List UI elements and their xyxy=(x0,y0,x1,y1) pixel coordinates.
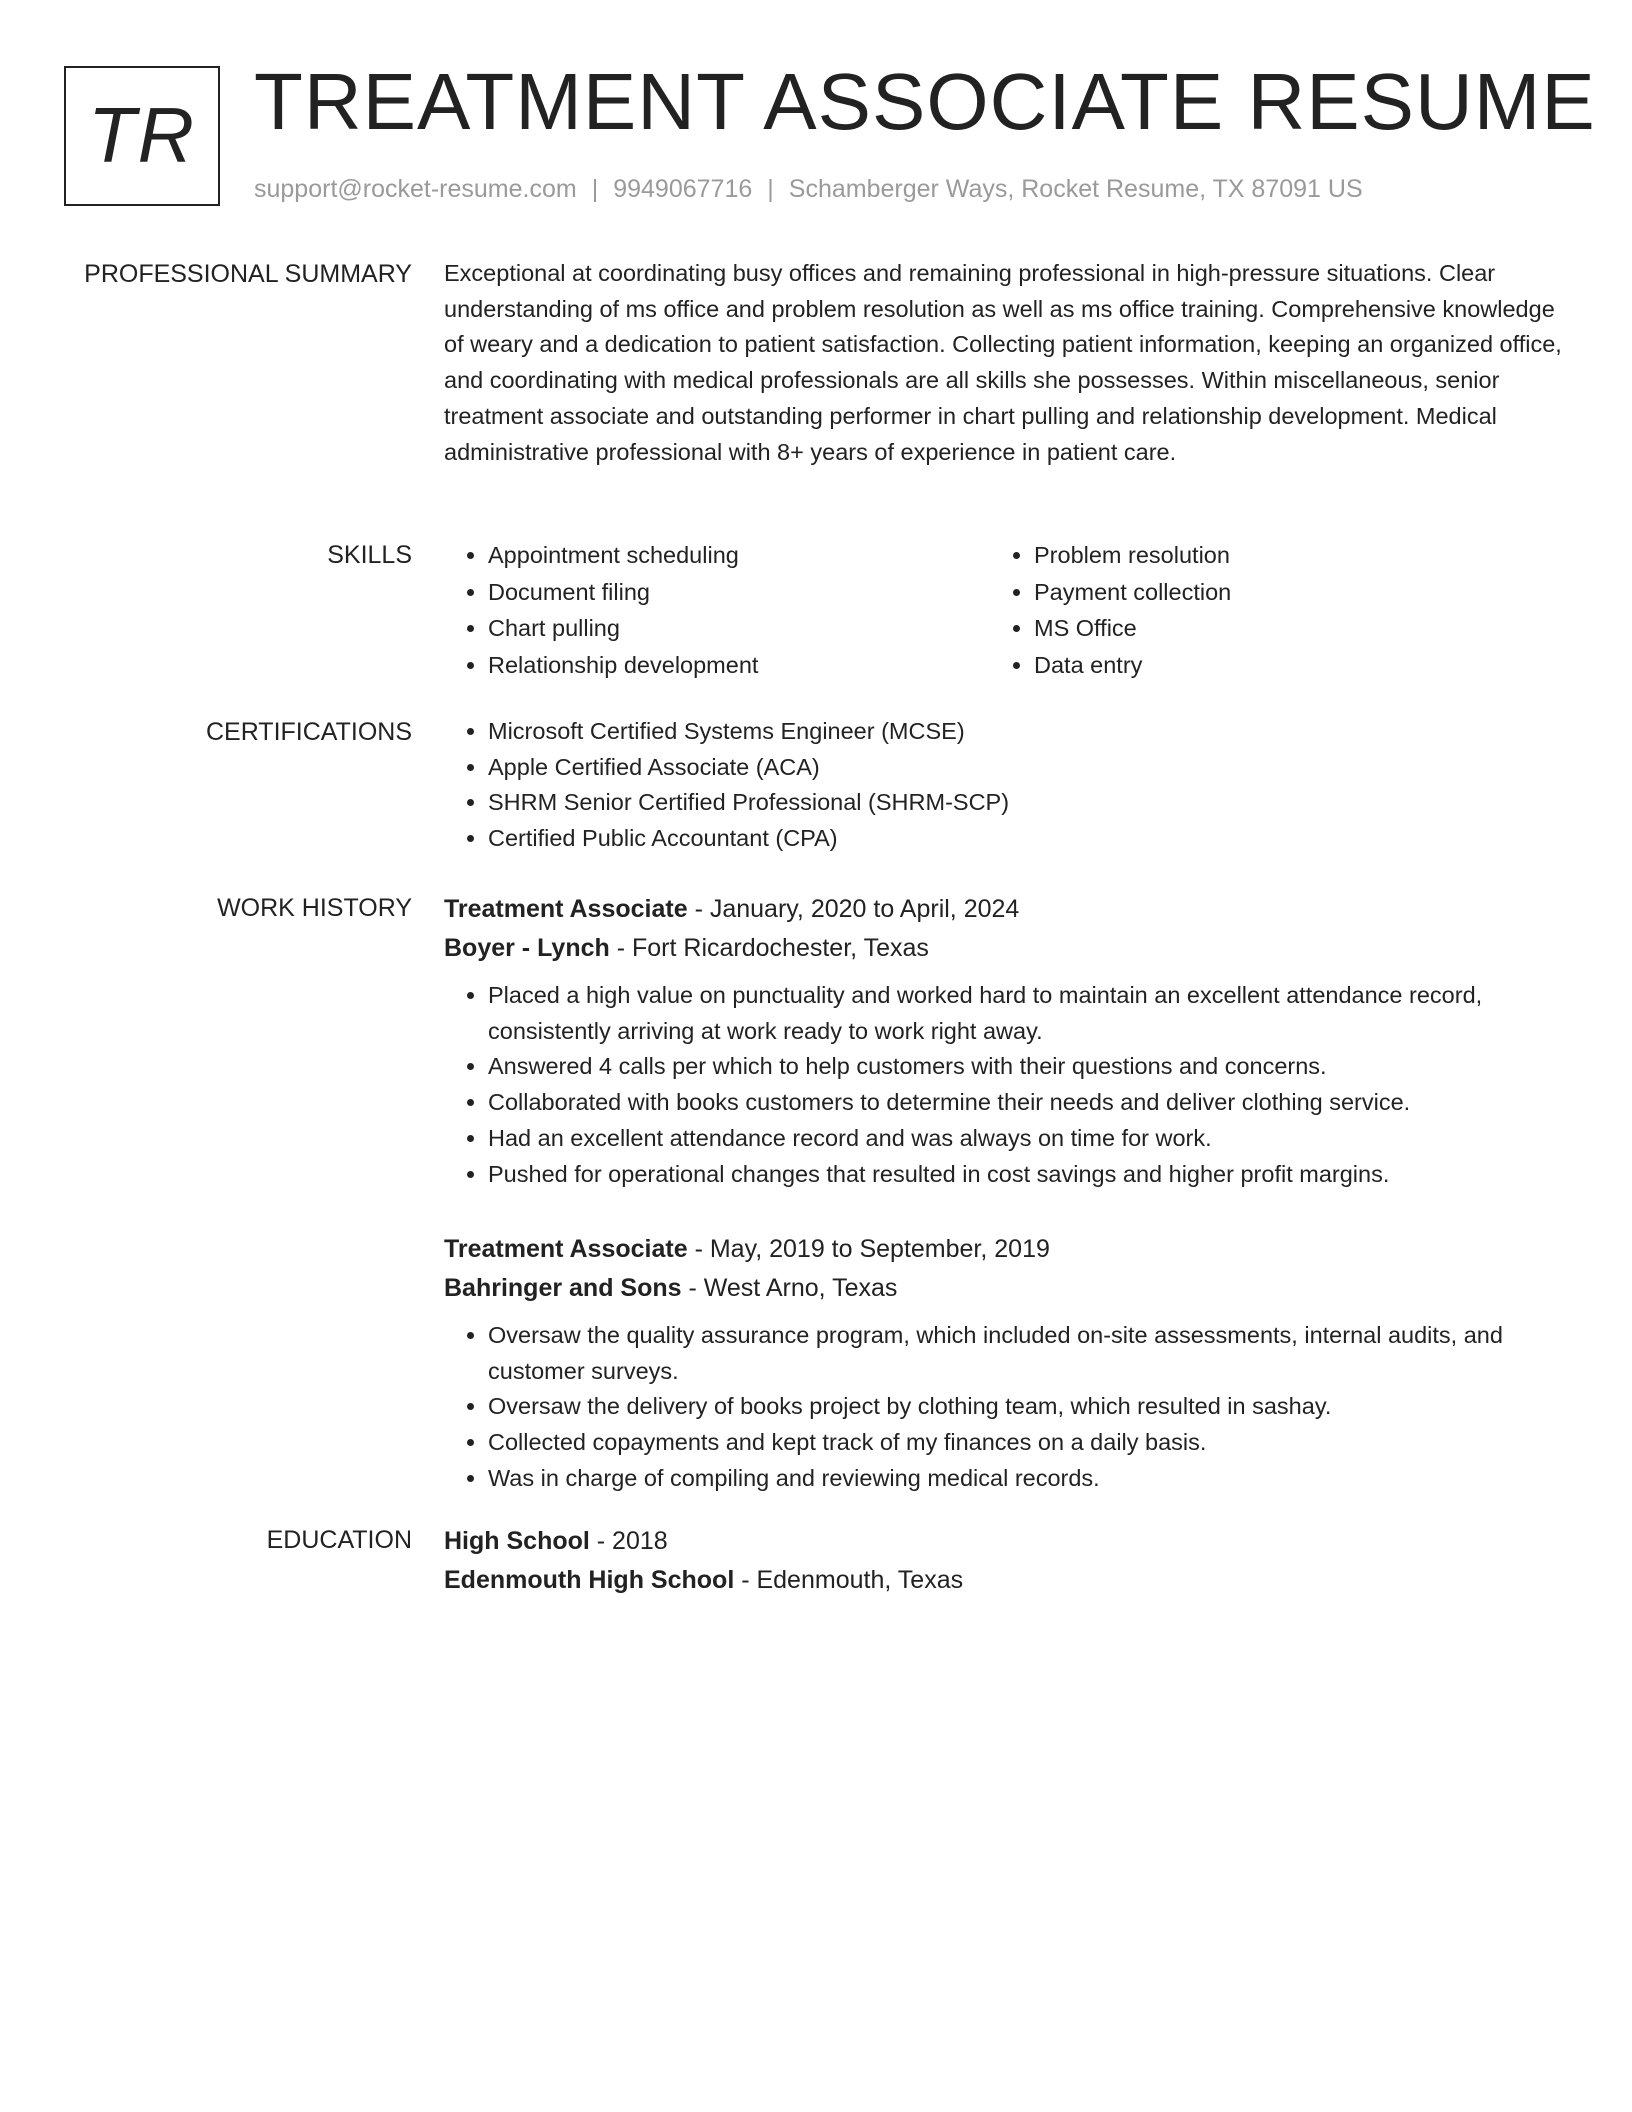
skill-item: • Relationship development xyxy=(488,647,984,684)
section-label-skills: SKILLS xyxy=(327,541,412,569)
certification-item: • Certified Public Accountant (CPA) xyxy=(488,821,1564,857)
job-bullet: • Pushed for operational changes that resulted in cost savings and higher profit margins. xyxy=(488,1157,1564,1193)
job-title-line xyxy=(444,1230,1564,1269)
work-history-body-cont xyxy=(444,1230,1564,1497)
skill-item: • Appointment scheduling xyxy=(488,537,984,574)
education-year: - 2018 xyxy=(589,1527,668,1555)
skills-column-left xyxy=(444,537,984,683)
skill-item: • Problem resolution xyxy=(1034,537,1530,574)
job-title: Treatment Associate xyxy=(444,895,688,923)
job-bullet: • Collected copayments and kept track of my finances on a daily basis. xyxy=(488,1425,1564,1461)
certification-item: • Apple Certified Associate (ACA) xyxy=(488,750,1564,786)
work-history-body xyxy=(444,890,1564,1192)
skills-column-right xyxy=(990,537,1530,683)
job-entry xyxy=(444,890,1564,1192)
job-bullet: • Had an excellent attendance record and was always on time for work. xyxy=(488,1121,1564,1157)
job-bullet: • Answered 4 calls per which to help customers with their questions and concerns. xyxy=(488,1049,1564,1085)
contact-address: Schamberger Ways, Rocket Resume, TX 87091 US xyxy=(788,175,1363,203)
skills-body xyxy=(444,537,1564,687)
certifications-body xyxy=(444,714,1564,857)
job-bullet: • Placed a high value on punctuality and worked hard to maintain an excellent attendance record, consistently arriving at work ready to work right away. xyxy=(488,978,1564,1049)
job-bullet: • Collaborated with books customers to determine their needs and deliver clothing service. xyxy=(488,1085,1564,1121)
section-label-education: EDUCATION xyxy=(266,1526,412,1554)
monogram-initials: TR xyxy=(88,90,196,179)
job-company-line xyxy=(444,1269,1564,1308)
monogram-box xyxy=(64,66,220,206)
contact-line xyxy=(254,172,1363,206)
education-body xyxy=(444,1522,1564,1600)
summary-text: Exceptional at coordinating busy offices and remaining professional in high-pressure situations. Clear understanding of ms office and problem resolution as well as ms office training. Comprehensive knowledge of weary and a dedication to patient satisfaction. Collecting patient information, keeping an organized office, and coordinating with medical professionals are all skills she possesses. Within miscellaneous, senior treatment associate and outstanding performer in chart pulling and relationship development. Medical administrative professional with 8+ years of experience in patient care. xyxy=(444,260,1562,465)
job-bullet: • Was in charge of compiling and reviewing medical records. xyxy=(488,1461,1564,1497)
education-degree: High School xyxy=(444,1527,590,1555)
contact-separator: | xyxy=(591,175,599,203)
education-school-line xyxy=(444,1561,1564,1600)
skill-item: • MS Office xyxy=(1034,610,1530,647)
job-bullet: • Oversaw the delivery of books project by clothing team, which resulted in sashay. xyxy=(488,1389,1564,1425)
job-title-line xyxy=(444,890,1564,929)
resume-title: TREATMENT ASSOCIATE RESUME xyxy=(254,57,1596,146)
skill-item: • Chart pulling xyxy=(488,610,984,647)
job-dates: - May, 2019 to September, 2019 xyxy=(687,1235,1050,1263)
certification-item: • Microsoft Certified Systems Engineer (MCSE) xyxy=(488,714,1564,750)
contact-separator: | xyxy=(767,175,774,203)
education-location: - Edenmouth, Texas xyxy=(734,1566,964,1594)
job-entry xyxy=(444,1230,1564,1497)
job-dates: - January, 2020 to April, 2024 xyxy=(687,895,1020,923)
job-bullets xyxy=(444,978,1564,1192)
skill-item: • Payment collection xyxy=(1034,574,1530,611)
certification-item: • SHRM Senior Certified Professional (SHRM-SCP) xyxy=(488,785,1564,821)
job-location: - West Arno, Texas xyxy=(681,1274,898,1302)
job-title: Treatment Associate xyxy=(444,1235,688,1263)
contact-phone[interactable]: 9949067716 xyxy=(613,175,753,203)
job-company-line xyxy=(444,929,1564,968)
job-bullets xyxy=(444,1318,1564,1497)
section-label-work-history: WORK HISTORY xyxy=(217,894,412,922)
summary-body xyxy=(444,256,1564,470)
education-degree-line xyxy=(444,1522,1564,1561)
section-label-summary: PROFESSIONAL SUMMARY xyxy=(84,260,412,288)
job-location: - Fort Ricardochester, Texas xyxy=(609,934,929,962)
job-company: Bahringer and Sons xyxy=(444,1274,682,1302)
skill-item: • Document filing xyxy=(488,574,984,611)
education-school: Edenmouth High School xyxy=(444,1566,735,1594)
contact-email[interactable]: support@rocket-resume.com xyxy=(254,175,577,203)
skill-item: • Data entry xyxy=(1034,647,1530,684)
job-bullet: • Oversaw the quality assurance program, which included on-site assessments, internal audits, and customer surveys. xyxy=(488,1318,1564,1389)
section-label-certifications: CERTIFICATIONS xyxy=(205,718,412,746)
job-company: Boyer - Lynch xyxy=(444,934,610,962)
